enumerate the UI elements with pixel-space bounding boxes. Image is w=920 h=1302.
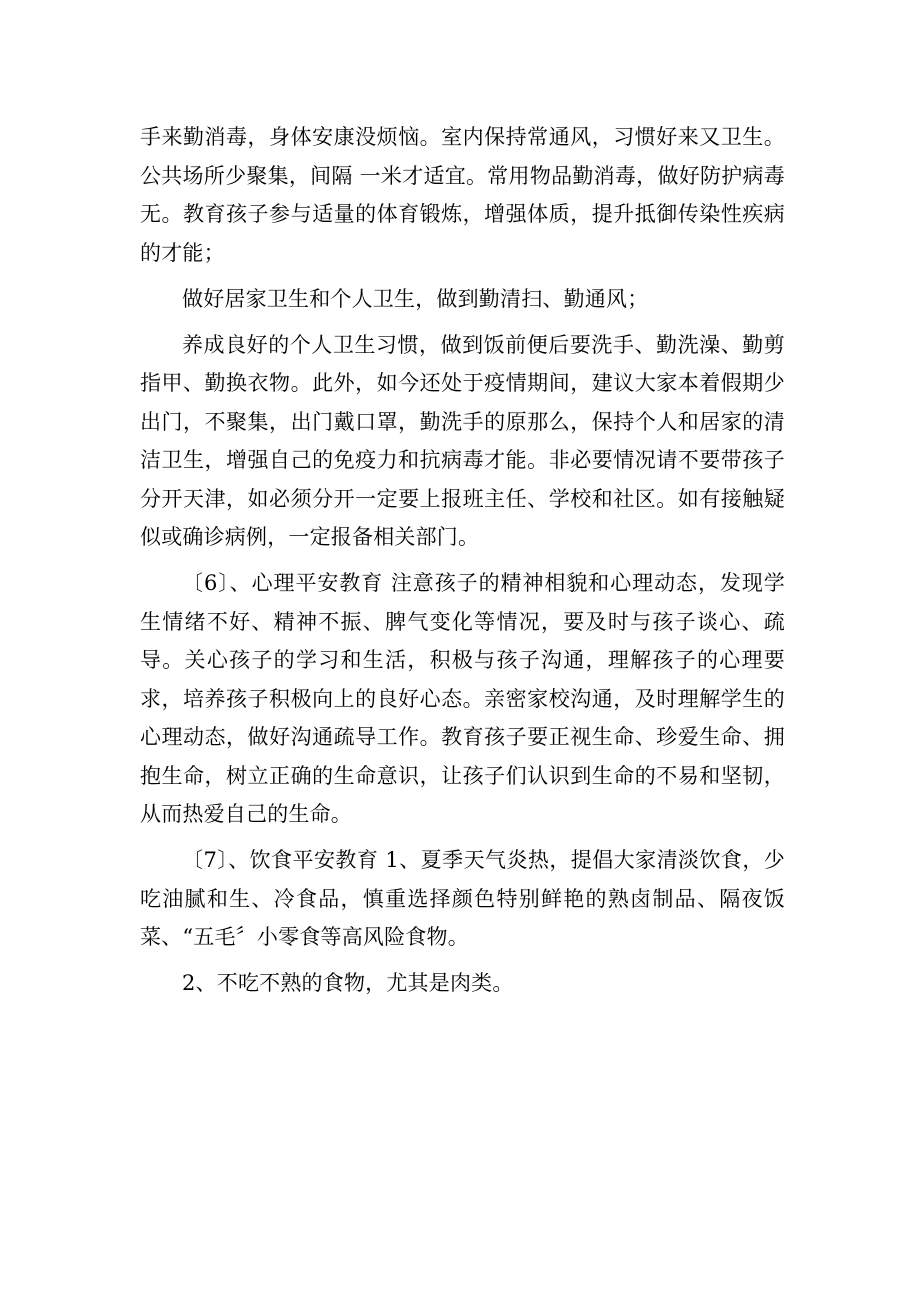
paragraph-food-safety: 〔7〕、饮食平安教育 1、夏季天气炎热，提倡大家清淡饮食，少吃油腻和生、冷食品，慎重选择颜色特别鲜艳的熟卤制品、隔夜饭菜、“五毛〞小零食等高风险食物。 [140, 848, 785, 949]
paragraph-home-hygiene: 做好居家卫生和个人卫生，做到勤清扫、勤通风； [182, 286, 649, 311]
paragraph-personal-habits: 养成良好的个人卫生习惯，做到饭前便后要洗手、勤洗澡、勤剪指甲、勤换衣物。此外，如今还处于疫情期间，建议大家本着假期少出门，不聚集，出门戴口罩，勤洗手的原那么，保持个人和居家的清洁卫生，增强自己的免疫力和抗病毒才能。非必要情况请不要带孩子分开天津，如必须分开一定要上报班主任、学校和社区。如有接触疑似或确诊病例，一定报备相关部门。 [140, 332, 785, 549]
paragraph-hygiene-continued: 手来勤消毒，身体安康没烦恼。室内保持常通风，习惯好来又卫生。公共场所少聚集，间隔 一米才适宜。常用物品勤消毒，做好防护病毒无。教育孩子参与适量的体育锻炼，增强体质，提升抵御传染性疾病的才能； [140, 125, 785, 265]
paragraph-psychological-safety: 〔6〕、心理平安教育 注意孩子的精神相貌和心理动态，发现学生情绪不好、精神不振、脾气变化等情况，要及时与孩子谈心、疏导。关心孩子的学习和生活，积极与孩子沟通，理解孩子的心理要求，培养孩子积极向上的良好心态。亲密家校沟通，及时理解学生的心理动态，做好沟通疏导工作。教育孩子要正视生命、珍爱生命、拥抱生命，树立正确的生命意识，让孩子们认识到生命的不易和坚韧，从而热爱自己的生命。 [140, 571, 785, 826]
document-body [140, 118, 785, 1010]
paragraph-food-safety-item-2: 2、不吃不熟的食物，尤其是肉类。 [182, 971, 514, 995]
